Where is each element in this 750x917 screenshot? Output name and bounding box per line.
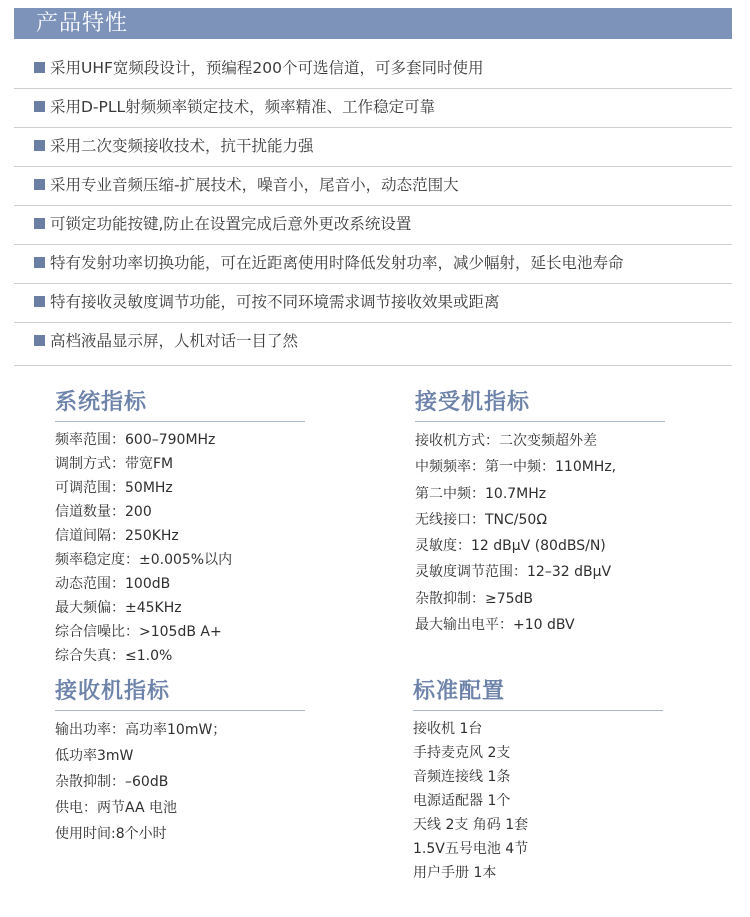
receiver-specs-list xyxy=(415,428,675,638)
feature-text: 采用D-PLL射频频率锁定技术，频率精准、工作稳定可靠 xyxy=(50,98,436,116)
feature-text: 采用专业音频压缩-扩展技术，噪音小，尾音小，动态范围大 xyxy=(50,176,459,194)
transmitter-specs-title: 接收机指标 xyxy=(55,679,171,704)
feature-text: 采用二次变频接收技术，抗干扰能力强 xyxy=(50,137,314,155)
spec-item: 最大输出电平：+10 dBV xyxy=(415,617,575,634)
transmitter-specs-list xyxy=(55,717,315,847)
spec-item: 输出功率：高功率10mW； xyxy=(55,722,227,738)
feature-item xyxy=(14,89,732,128)
divider xyxy=(413,710,663,711)
section-header-bar xyxy=(14,8,732,39)
feature-item xyxy=(14,167,732,206)
feature-text: 高档液晶显示屏，人机对话一目了然 xyxy=(50,332,299,350)
spec-item: 无线接口：TNC/50Ω xyxy=(415,511,548,528)
config-item: 接收机 1台 xyxy=(413,721,483,737)
feature-text: 采用UHF宽频段设计，预编程200个可选信道，可多套同时使用 xyxy=(50,59,484,77)
spec-item: 综合信噪比：>105dB A+ xyxy=(55,624,222,640)
spec-item: 供电：两节AA 电池 xyxy=(55,800,177,816)
config-item: 1.5V五号电池 4节 xyxy=(413,841,529,857)
feature-item xyxy=(14,245,732,284)
config-item: 天线 2支 角码 1套 xyxy=(413,817,529,833)
square-bullet-icon xyxy=(34,140,45,151)
config-item: 用户手册 1本 xyxy=(413,865,497,881)
spec-item: 可调范围：50MHz xyxy=(55,480,173,496)
feature-list xyxy=(14,50,732,367)
system-specs-section xyxy=(55,388,315,668)
spec-item: 综合失真：≤1.0% xyxy=(55,648,173,664)
spec-item: 低功率3mW xyxy=(55,748,134,764)
square-bullet-icon xyxy=(34,257,45,268)
spec-item: 频率范围：600–790MHz xyxy=(55,432,216,448)
spec-item: 接收机方式：二次变频超外差 xyxy=(415,433,597,449)
receiver-specs-section xyxy=(415,388,675,638)
feature-item xyxy=(14,206,732,245)
standard-config-title: 标准配置 xyxy=(413,679,506,704)
feature-item xyxy=(14,128,732,167)
square-bullet-icon xyxy=(34,218,45,229)
square-bullet-icon xyxy=(34,62,45,73)
feature-text: 特有接收灵敏度调节功能，可按不同环境需求调节接收效果或距离 xyxy=(50,293,500,311)
section-title: 产品特性 xyxy=(36,11,129,36)
spec-item: 信道数量：200 xyxy=(55,504,152,520)
spec-item: 动态范围：100dB xyxy=(55,576,171,592)
spec-item: 频率稳定度：±0.005%以内 xyxy=(55,552,233,568)
receiver-specs-title: 接受机指标 xyxy=(415,390,531,415)
spec-item: 杂散抑制：≥75dB xyxy=(415,590,534,607)
feature-text: 可锁定功能按键,防止在设置完成后意外更改系统设置 xyxy=(50,215,412,233)
spec-item: 使用时间:8个小时 xyxy=(55,826,167,842)
config-item: 手持麦克风 2支 xyxy=(413,745,511,761)
spec-item: 灵敏度：12 dBμV (80dBS/N) xyxy=(415,538,606,555)
spec-item: 中频频率：第一中频：110MHz, xyxy=(415,459,617,476)
square-bullet-icon xyxy=(34,101,45,112)
feature-item xyxy=(14,50,732,89)
system-specs-list xyxy=(55,428,315,668)
spec-item: 灵敏度调节范围：12–32 dBμV xyxy=(415,564,612,581)
spec-item: 调制方式：带宽FM xyxy=(55,456,174,472)
config-item: 音频连接线 1条 xyxy=(413,769,511,785)
spec-item: 杂散抑制：–60dB xyxy=(55,774,169,790)
square-bullet-icon xyxy=(34,296,45,307)
feature-text: 特有发射功率切换功能，可在近距离使用时降低发射功率，减少幅射，延长电池寿命 xyxy=(50,254,624,272)
feature-item xyxy=(14,284,732,323)
spec-item: 第二中频：10.7MHz xyxy=(415,485,547,502)
square-bullet-icon xyxy=(34,179,45,190)
divider xyxy=(55,421,305,422)
spec-item: 信道间隔：250KHz xyxy=(55,528,179,544)
spec-item: 最大频偏：±45KHz xyxy=(55,600,182,616)
transmitter-specs-section xyxy=(55,677,315,847)
divider xyxy=(14,365,732,366)
config-item: 电源适配器 1个 xyxy=(413,793,511,809)
divider xyxy=(55,710,305,711)
standard-config-list xyxy=(413,717,673,885)
system-specs-title: 系统指标 xyxy=(55,390,148,415)
divider xyxy=(415,421,665,422)
square-bullet-icon xyxy=(34,335,45,346)
feature-item xyxy=(14,323,732,367)
standard-config-section xyxy=(413,677,673,885)
